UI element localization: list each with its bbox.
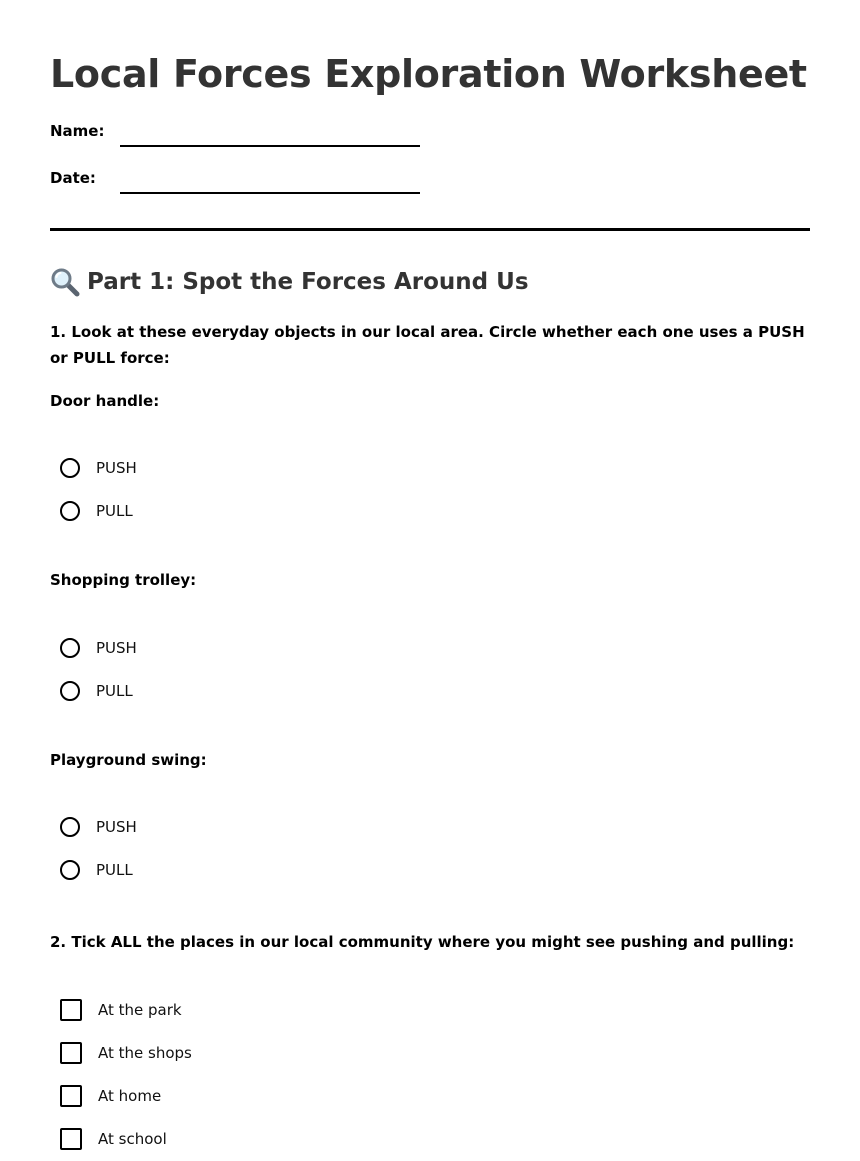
checkbox[interactable] <box>60 999 82 1021</box>
door-handle-push-option[interactable] <box>60 456 137 480</box>
radio-button[interactable] <box>60 458 80 478</box>
option-label: PULL <box>96 682 133 700</box>
date-input-line[interactable] <box>120 192 420 194</box>
date-field <box>50 168 430 198</box>
magnifying-glass-icon <box>50 267 80 297</box>
option-label: PUSH <box>96 459 137 477</box>
option-label: At home <box>98 1087 162 1105</box>
checkbox[interactable] <box>60 1042 82 1064</box>
part1-heading <box>50 266 529 298</box>
name-input-line[interactable] <box>120 145 420 147</box>
radio-button[interactable] <box>60 681 80 701</box>
option-label: PULL <box>96 502 133 520</box>
part1-title: Part 1: Spot the Forces Around Us <box>87 269 529 295</box>
playground-swing-push-option[interactable] <box>60 815 137 839</box>
question-2: 2. Tick ALL the places in our local community where you might see pushing and pulling: <box>50 933 795 951</box>
option-label: PUSH <box>96 818 137 836</box>
header-divider <box>50 228 810 231</box>
date-label: Date: <box>50 169 96 187</box>
checkbox-option-school[interactable] <box>60 1127 167 1151</box>
checkbox[interactable] <box>60 1128 82 1150</box>
name-field <box>50 121 430 151</box>
item-shopping-trolley-label: Shopping trolley: <box>50 571 197 589</box>
radio-button[interactable] <box>60 501 80 521</box>
playground-swing-pull-option[interactable] <box>60 858 133 882</box>
option-label: PULL <box>96 861 133 879</box>
checkbox[interactable] <box>60 1085 82 1107</box>
checkbox-option-park[interactable] <box>60 998 182 1022</box>
checkbox-option-shops[interactable] <box>60 1041 192 1065</box>
option-label: At the park <box>98 1001 182 1019</box>
shopping-trolley-push-option[interactable] <box>60 636 137 660</box>
checkbox-option-home[interactable] <box>60 1084 161 1108</box>
shopping-trolley-pull-option[interactable] <box>60 679 133 703</box>
radio-button[interactable] <box>60 817 80 837</box>
option-label: At school <box>98 1130 167 1148</box>
door-handle-pull-option[interactable] <box>60 499 133 523</box>
item-door-handle-label: Door handle: <box>50 392 160 410</box>
worksheet-title: Local Forces Exploration Worksheet <box>50 52 807 96</box>
question-1: 1. Look at these everyday objects in our local area. Circle whether each one uses a PUSH or PULL force: <box>50 323 805 367</box>
item-playground-swing-label: Playground swing: <box>50 751 207 769</box>
option-label: PUSH <box>96 639 137 657</box>
name-label: Name: <box>50 122 105 140</box>
radio-button[interactable] <box>60 638 80 658</box>
radio-button[interactable] <box>60 860 80 880</box>
option-label: At the shops <box>98 1044 192 1062</box>
